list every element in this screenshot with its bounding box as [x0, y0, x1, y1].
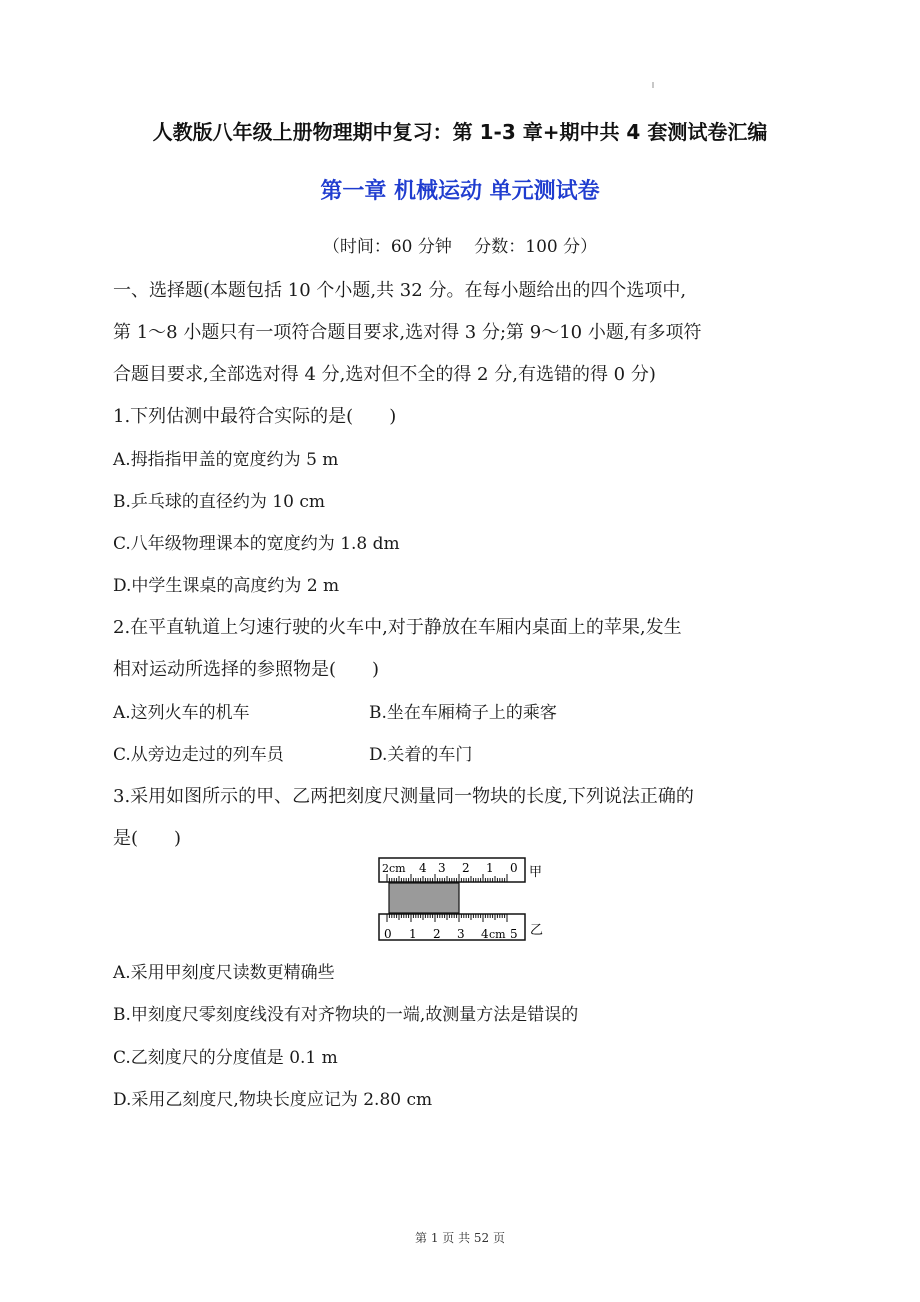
exam-meta: （时间：60 分钟 分数：100 分）: [322, 237, 598, 257]
question-3-stem-line: 3.采用如图所示的甲、乙两把刻度尺测量同一物块的长度,下列说法正确的: [113, 786, 694, 807]
ruler-top-tick-label: 4: [419, 861, 427, 875]
question-2-stem-line: 相对运动所选择的参照物是( ): [113, 659, 380, 680]
question-1-option-a: A.拇指指甲盖的宽度约为 5 m: [113, 450, 339, 470]
question-3-stem-line: 是( ): [113, 828, 182, 849]
ruler-bottom-tick-label: 5: [510, 927, 518, 941]
section-instruction-line: 合题目要求,全部选对得 4 分,选对但不全的得 2 分,有选错的得 0 分): [113, 364, 656, 385]
ruler-top-tick-label: 0: [510, 861, 518, 875]
measured-block: [389, 883, 459, 913]
question-3-option-b: B.甲刻度尺零刻度线没有对齐物块的一端,故测量方法是错误的: [113, 1005, 579, 1025]
ruler-figure-svg: [376, 856, 556, 946]
section-instruction-line: 一、选择题(本题包括 10 个小题,共 32 分。在每小题给出的四个选项中,: [113, 280, 687, 301]
ruler-bottom-tick-label: 0: [384, 927, 392, 941]
question-2-stem-line: 2.在平直轨道上匀速行驶的火车中,对于静放在车厢内桌面上的苹果,发生: [113, 617, 682, 638]
question-2-option-b: B.坐在车厢椅子上的乘客: [369, 703, 557, 723]
ruler-bottom-tick-label: 2: [433, 927, 441, 941]
ruler-bottom-unit-label: cm: [489, 928, 506, 941]
scan-mark: [652, 82, 654, 88]
ruler-bottom-tick-label: 1: [409, 927, 417, 941]
chapter-title: 第一章 机械运动 单元测试卷: [320, 179, 600, 204]
ruler-figure: [376, 856, 556, 950]
question-3-option-a: A.采用甲刻度尺读数更精确些: [113, 963, 335, 983]
question-1-option-d: D.中学生课桌的高度约为 2 m: [113, 576, 340, 596]
ruler-bottom-tick-label: 4: [481, 927, 489, 941]
question-1-option-c: C.八年级物理课本的宽度约为 1.8 dm: [113, 534, 400, 554]
ruler-top-label: 甲: [529, 865, 543, 880]
ruler-top-tick-label: 1: [486, 861, 494, 875]
question-1-option-b: B.乒乓球的直径约为 10 cm: [113, 492, 325, 512]
question-2-option-d: D.关着的车门: [369, 745, 473, 765]
ruler-top-tick-label: 2: [462, 861, 470, 875]
question-2-option-a: A.这列火车的机车: [113, 703, 250, 723]
question-1-stem: 1.下列估测中最符合实际的是( ): [113, 406, 397, 427]
ruler-bottom-label: 乙: [530, 923, 544, 938]
section-instruction-line: 第 1～8 小题只有一项符合题目要求,选对得 3 分;第 9～10 小题,有多项符: [113, 322, 702, 343]
document-title: 人教版八年级上册物理期中复习：第 1-3 章+期中共 4 套测试卷汇编: [152, 120, 768, 144]
question-2-option-c: C.从旁边走过的列车员: [113, 745, 284, 765]
ruler-top-tick-label: 3: [438, 861, 446, 875]
ruler-bottom-tick-label: 3: [457, 927, 465, 941]
question-3-option-c: C.乙刻度尺的分度值是 0.1 m: [113, 1048, 338, 1068]
page-footer: 第 1 页 共 52 页: [415, 1231, 505, 1245]
ruler-top-tick-label: 2cm: [382, 862, 406, 875]
question-3-option-d: D.采用乙刻度尺,物块长度应记为 2.80 cm: [113, 1090, 433, 1110]
